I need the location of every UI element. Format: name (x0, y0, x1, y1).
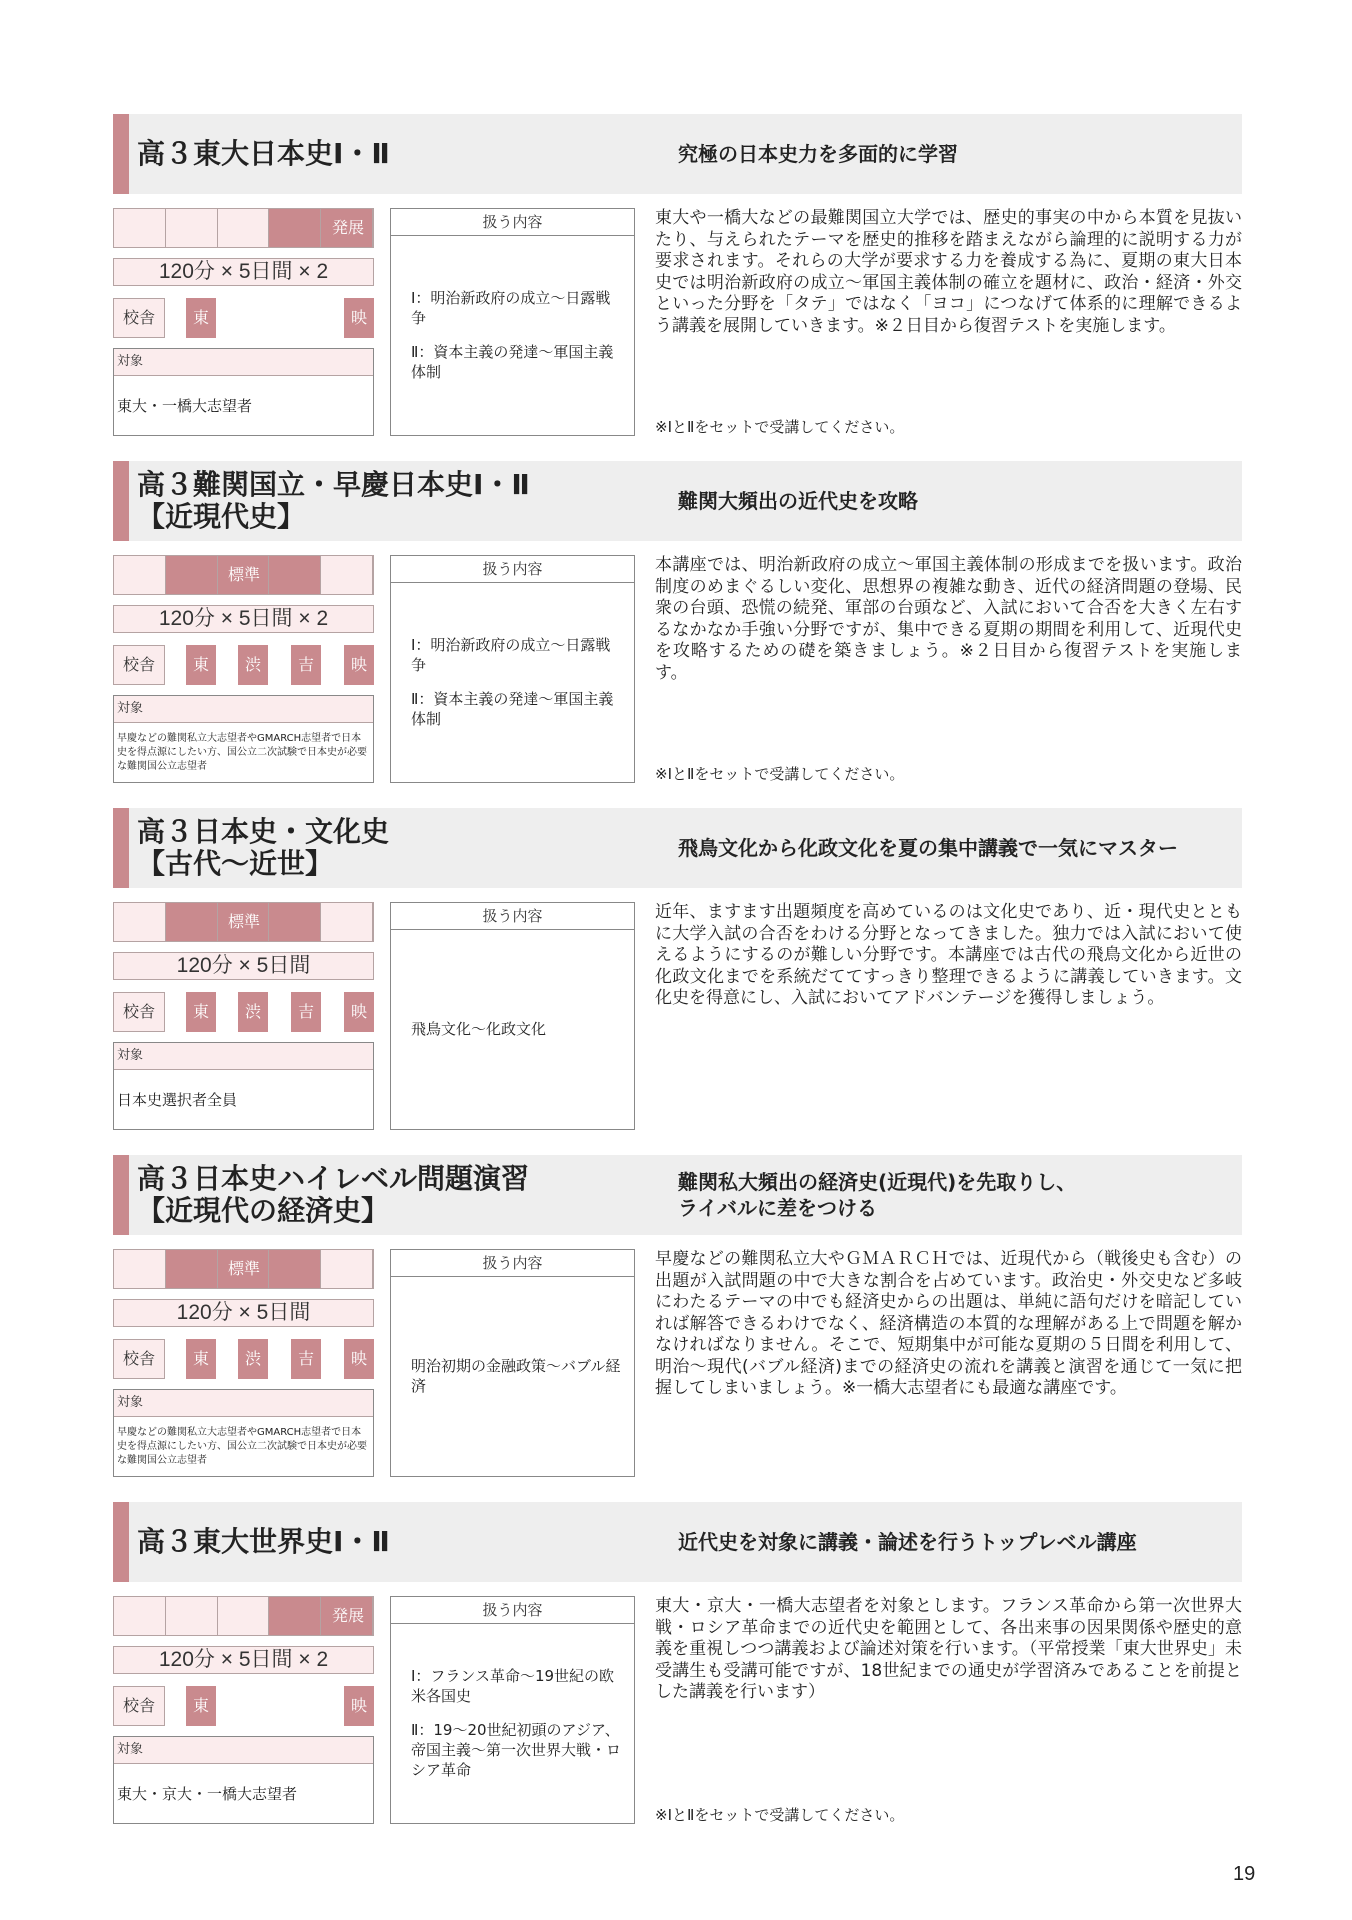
header-accent-bar (113, 808, 129, 888)
campus-badge: 吉 (291, 645, 321, 685)
content-box (390, 1249, 635, 1477)
campus-badge-empty (238, 1686, 268, 1726)
campus-badge: 東 (186, 298, 216, 338)
course-note: ※ⅠとⅡをセットで受講してください。 (655, 1806, 905, 1824)
duration-label: 120分 × 5日間 × 2 (113, 605, 374, 633)
content-label: 扱う内容 (391, 556, 634, 583)
level-indicator (113, 208, 374, 248)
campus-label: 校舎 (113, 1686, 165, 1726)
content-body (411, 235, 622, 435)
level-label: 発展 (331, 1606, 364, 1625)
content-item: Ⅱ：19～20世紀初頭のアジア、帝国主義～第一次世界大戦・ロシア革命 (411, 1721, 622, 1779)
campus-label: 校舎 (113, 992, 165, 1032)
target-label: 対象 (114, 696, 373, 723)
header-accent-bar (113, 1502, 129, 1582)
content-item: Ⅱ：資本主義の発達～軍国主義体制 (411, 343, 614, 381)
level-indicator (113, 902, 374, 942)
content-label: 扱う内容 (391, 1250, 634, 1277)
course-header (113, 1155, 1242, 1235)
level-indicator (113, 1596, 374, 1636)
content-item: Ⅰ：明治新政府の成立～日露戦争 (411, 289, 611, 327)
campus-badge: 東 (186, 1686, 216, 1726)
campus-badge: 映 (344, 645, 374, 685)
course-subtitle: 近代史を対象に講義・論述を行うトップレベル講座 (678, 1530, 1137, 1554)
campus-badge-empty (291, 298, 321, 338)
level-label: 標準 (227, 1259, 260, 1278)
content-body (411, 929, 622, 1129)
campus-row (113, 1339, 374, 1379)
campus-row (113, 1686, 374, 1726)
campus-badge: 渋 (238, 1339, 268, 1379)
duration-label: 120分 × 5日間 (113, 1299, 374, 1327)
level-label: 発展 (331, 218, 364, 237)
level-label: 標準 (227, 565, 260, 584)
campus-badge: 東 (186, 645, 216, 685)
content-box (390, 208, 635, 436)
course-title: 高３難関国立・早慶日本史Ⅰ・Ⅱ 【近現代史】 (137, 468, 530, 533)
course-description: 早慶などの難関私立大やＧＭＡＲＣＨでは、近現代から（戦後史も含む）の出題が入試問題の中で大きな割合を占めています。政治史・外交史など多岐にわたるテーマの中でも経済史からの出題は、単純に語句だけを暗記していれば解答できるわけでなく、経済構造の本質的な理解がある上で問題を解かなければなりません。そこで、短期集中が可能な夏期の５日間を利用して、明治～現代(バブル経済)までの経済史の流れを講義と演習を通じて一気に把握してしまいましょう。※一橋大志望者にも最適な講座です。 (655, 1249, 1242, 1398)
content-box (390, 1596, 635, 1824)
content-label: 扱う内容 (391, 1597, 634, 1624)
content-body (411, 582, 622, 782)
course-block (113, 461, 1242, 783)
target-value: 早慶などの難関私立大志望者やGMARCH志望者で日本史を得点源にしたい方、国公立二次試験で日本史が必要な難関国公立志望者 (117, 1427, 367, 1466)
campus-badge: 渋 (238, 645, 268, 685)
level-label: 標準 (227, 912, 260, 931)
campus-label: 校舎 (113, 1339, 165, 1379)
course-subtitle: 飛鳥文化から化政文化を夏の集中講義で一気にマスター (678, 836, 1178, 860)
course-header (113, 461, 1242, 541)
target-label: 対象 (114, 1737, 373, 1764)
course-block (113, 114, 1242, 436)
course-block (113, 1502, 1242, 1824)
campus-badge-empty (238, 298, 268, 338)
target-label: 対象 (114, 1043, 373, 1070)
course-note: ※ⅠとⅡをセットで受講してください。 (655, 418, 905, 436)
campus-badge: 映 (344, 298, 374, 338)
course-description: 近年、ますます出題頻度を高めているのは文化史であり、近・現代史とともに大学入試の合否をわける分野となってきました。独力では入試において使えるようにするのが難しい分野です。本講座では古代の飛鳥文化から近世の化政文化までを系統だててすっきり整理できるように講義していきます。文化史を得意にし、入試においてアドバンテージを獲得しましょう。 (655, 902, 1242, 1008)
header-accent-bar (113, 461, 129, 541)
campus-badge: 映 (344, 992, 374, 1032)
target-value: 早慶などの難関私立大志望者やGMARCH志望者で日本史を得点源にしたい方、国公立二次試験で日本史が必要な難関国公立志望者 (117, 733, 367, 772)
target-value: 東大・一橋大志望者 (117, 397, 253, 415)
content-label: 扱う内容 (391, 903, 634, 930)
target-value: 日本史選択者全員 (117, 1091, 238, 1109)
level-indicator (113, 1249, 374, 1289)
content-item: 明治初期の金融政策～バブル経済 (411, 1357, 621, 1395)
content-box (390, 902, 635, 1130)
campus-badge: 吉 (291, 1339, 321, 1379)
content-box (390, 555, 635, 783)
target-box (113, 1389, 374, 1477)
course-header (113, 114, 1242, 194)
target-box (113, 1042, 374, 1130)
campus-badge: 映 (344, 1339, 374, 1379)
target-box (113, 695, 374, 783)
campus-badge-empty (291, 1686, 321, 1726)
course-title: 高３日本史ハイレベル問題演習 【近現代の経済史】 (137, 1162, 530, 1227)
course-note: ※ⅠとⅡをセットで受講してください。 (655, 765, 905, 783)
duration-label: 120分 × 5日間 × 2 (113, 258, 374, 286)
content-item: Ⅰ：フランス革命～19世紀の欧米各国史 (411, 1667, 615, 1705)
course-block (113, 1155, 1242, 1477)
campus-row (113, 645, 374, 685)
content-label: 扱う内容 (391, 209, 634, 236)
duration-label: 120分 × 5日間 (113, 952, 374, 980)
campus-label: 校舎 (113, 645, 165, 685)
page-number: 19 (1233, 1863, 1256, 1885)
content-item: 飛鳥文化～化政文化 (411, 1020, 547, 1038)
course-subtitle: 難関私大頻出の経済史(近現代)を先取りし、 ライバルに差をつける (678, 1170, 1077, 1220)
course-header (113, 808, 1242, 888)
course-description: 東大・京大・一橋大志望者を対象とします。フランス革命から第一次世界大戦・ロシア革命までの近代史を範囲として、各出来事の因果関係や歴史的意義を重視しつつ講義および論述対策を行います。（平常授業「東大世界史」未受講生も受講可能ですが、18世紀までの通史が学習済みであることを前提とした講義を行います） (655, 1596, 1242, 1702)
course-subtitle: 究極の日本史力を多面的に学習 (678, 142, 958, 166)
target-value: 東大・京大・一橋大志望者 (117, 1785, 298, 1803)
content-item: Ⅱ：資本主義の発達～軍国主義体制 (411, 690, 614, 728)
campus-badge: 東 (186, 1339, 216, 1379)
target-box (113, 348, 374, 436)
campus-row (113, 992, 374, 1032)
campus-badge: 渋 (238, 992, 268, 1032)
target-label: 対象 (114, 1390, 373, 1417)
level-indicator (113, 555, 374, 595)
content-body (411, 1623, 622, 1823)
course-subtitle: 難関大頻出の近代史を攻略 (678, 489, 918, 513)
target-box (113, 1736, 374, 1824)
target-label: 対象 (114, 349, 373, 376)
course-title: 高３東大日本史Ⅰ・Ⅱ (137, 137, 390, 170)
course-title: 高３日本史・文化史 【古代～近世】 (137, 815, 390, 880)
course-block (113, 808, 1242, 1130)
campus-label: 校舎 (113, 298, 165, 338)
course-title: 高３東大世界史Ⅰ・Ⅱ (137, 1525, 390, 1558)
course-description: 本講座では、明治新政府の成立～軍国主義体制の形成までを扱います。政治制度のめまぐるしい変化、思想界の複雑な動き、近代の経済問題の登場、民衆の台頭、恐慌の続発、軍部の台頭など、入試において合否を大きく左右するなかなか手強い分野ですが、集中できる夏期の期間を利用して、近現代史を攻略するための礎を築きましょう。※２日目から復習テストを実施します。 (655, 555, 1242, 683)
course-header (113, 1502, 1242, 1582)
campus-badge: 東 (186, 992, 216, 1032)
campus-row (113, 298, 374, 338)
header-accent-bar (113, 1155, 129, 1235)
course-description: 東大や一橋大などの最難関国立大学では、歴史的事実の中から本質を見抜いたり、与えられたテーマを歴史的推移を踏まえながら論理的に説明する力が要求されます。それらの大学が要求する力を養成する為に、夏期の東大日本史では明治新政府の成立～軍国主義体制の確立を題材に、政治・経済・外交といった分野を「タテ」ではなく「ヨコ」につなげて体系的に理解できるよう講義を展開していきます。※２日目から復習テストを実施します。 (655, 208, 1242, 336)
campus-badge: 吉 (291, 992, 321, 1032)
content-item: Ⅰ：明治新政府の成立～日露戦争 (411, 636, 611, 674)
header-accent-bar (113, 114, 129, 194)
content-body (411, 1276, 622, 1476)
duration-label: 120分 × 5日間 × 2 (113, 1646, 374, 1674)
campus-badge: 映 (344, 1686, 374, 1726)
